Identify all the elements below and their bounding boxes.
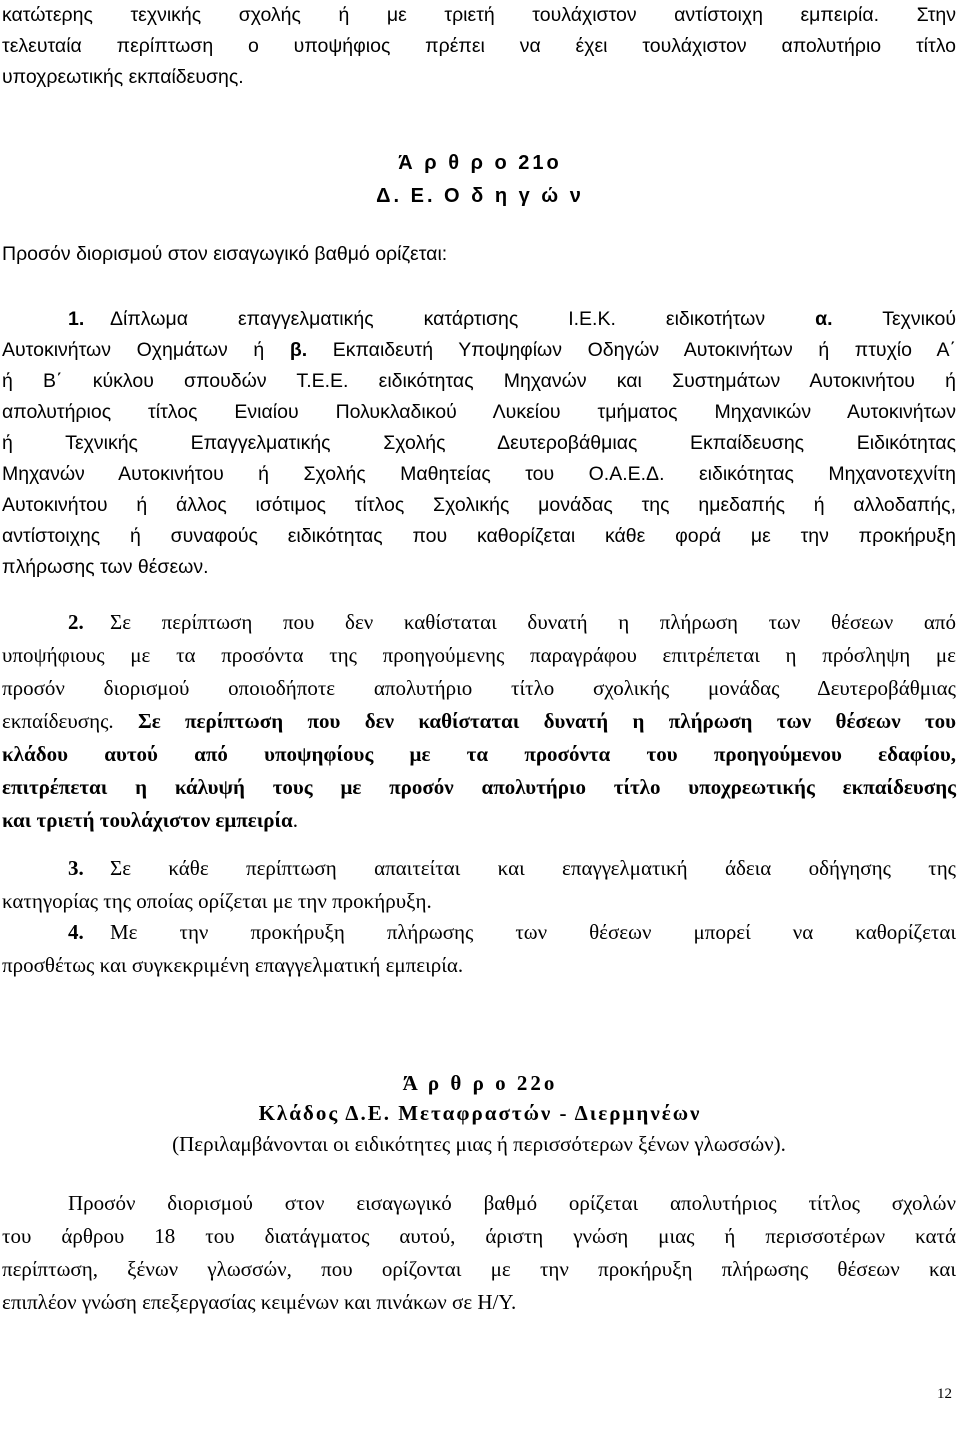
paragraph-2-line: [2, 805, 956, 835]
note-line: (Περιλαμβάνονται οι ειδικότητες μιας ή περισσότερων ξένων γλωσσών).: [172, 1132, 786, 1156]
article-22-line: περίπτωση, ξένων γλωσσών, που ορίζονται με την προκήρυξη πλήρωσης θέσεων και: [2, 1257, 956, 1281]
paragraph-1-line: απολυτήριος τίτλος Ενιαίου Πολυκλαδικού Λυκείου τμήματος Μηχανικών Αυτοκινήτων: [2, 401, 956, 423]
text-run: Σε κάθε περίπτωση απαιτείται και επαγγελματική άδεια οδήγησης της: [110, 856, 956, 880]
paragraph-2-line: κλάδου αυτού από υποψηφίους με τα προσόντα του προηγούμενου εδαφίου,: [2, 742, 956, 766]
text-run: και τριετή τουλάχιστον εμπειρία: [2, 808, 293, 832]
text-run: Τεχνικού: [832, 308, 956, 330]
article-21-heading: Ά ρ θ ρ ο 21ο: [398, 152, 562, 174]
article-22-subheading: Κλάδος Δ.Ε. Μεταφραστών - Διερμηνέων: [258, 1101, 702, 1125]
text-run: Δίπλωμα επαγγελματικής κατάρτισης Ι.Ε.Κ. ειδικοτήτων: [110, 308, 816, 330]
text-run: Με την προκήρυξη πλήρωσης των θέσεων μπορεί να καθορίζεται: [110, 920, 956, 944]
paragraph-number: 1.: [68, 308, 85, 330]
page-number: 12: [937, 1386, 952, 1402]
intro-line: τελευταία περίπτωση ο υποψήφιος πρέπει να έχει τουλάχιστον απολυτήριο τίτλο: [2, 35, 956, 57]
text-run: Αυτοκινήτων Οχημάτων ή: [2, 339, 290, 361]
text-run: Σε περίπτωση που δεν καθίσταται δυνατή η πλήρωση των θέσεων από: [110, 610, 956, 634]
paragraph-1-line: Μηχανών Αυτοκινήτου ή Σχολής Μαθητείας του Ο.Α.Ε.Δ. ειδικότητας Μηχανοτεχνίτη: [2, 463, 956, 485]
article-22-line: του άρθρου 18 του διατάγματος αυτού, άριστη γνώση μιας ή περισσοτέρων κατά: [2, 1224, 956, 1248]
text-run: Εκπαιδευτή Υποψηφίων Οδηγών Αυτοκινήτων ή πτυχίο Α΄: [307, 339, 957, 361]
paragraph-number: 3.: [68, 856, 84, 880]
paragraph-1-line: πλήρωσης των θέσεων.: [2, 556, 209, 578]
paragraph-2-line: [2, 706, 956, 736]
paragraph-3-line: [2, 853, 956, 883]
paragraph-4-line: προσθέτως και συγκεκριμένη επαγγελματική εμπειρία.: [2, 953, 464, 977]
paragraph-number: 2.: [68, 610, 84, 634]
paragraph-2-line: επιτρέπεται η κάλυψή τους με προσόν απολυτήριο τίτλο υποχρεωτικής εκπαίδευσης: [2, 775, 956, 799]
paragraph-2-line: προσόν διορισμού οποιοδήποτε απολυτήριο τίτλο σχολικής μονάδας Δευτεροβάθμιας: [2, 676, 956, 700]
text-run: .: [292, 808, 298, 832]
paragraph-1-line: [2, 335, 956, 365]
paragraph-number: 4.: [68, 920, 84, 944]
paragraph-1-line: Αυτοκινήτου ή άλλος ισότιμος τίτλος Σχολικής μονάδας της ημεδαπής ή αλλοδαπής,: [2, 494, 956, 516]
article-22-line: επιπλέον γνώση επεξεργασίας κειμένων και πινάκων σε Η/Υ.: [2, 1290, 517, 1314]
article-21-subheading: Δ. Ε. Ο δ η γ ώ ν: [376, 185, 584, 207]
lead-line: Προσόν διορισμού στον εισαγωγικό βαθμό ορίζεται:: [2, 243, 448, 265]
paragraph-1-line: ή Β΄ κύκλου σπουδών Τ.Ε.Ε. ειδικότητας Μηχανών και Συστημάτων Αυτοκινήτου ή: [2, 370, 956, 392]
intro-line: κατώτερης τεχνικής σχολής ή με τριετή τουλάχιστον αντίστοιχη εμπειρία. Στην: [2, 4, 956, 26]
paragraph-2-line: υποψήφιους με τα προσόντα της προηγούμενης παραγράφου επιτρέπεται η πρόσληψη με: [2, 643, 956, 667]
paragraph-4-line: [2, 917, 956, 947]
article-22-heading: Ά ρ θ ρ ο 22ο: [402, 1071, 558, 1095]
article-22-line: Προσόν διορισμού στον εισαγωγικό βαθμό ορίζεται απολυτήριος τίτλος σχολών: [68, 1191, 956, 1215]
paragraph-2-line: [2, 607, 956, 637]
paragraph-1-line: ή Τεχνικής Επαγγελματικής Σχολής Δευτεροβάθμιας Εκπαίδευσης Ειδικότητας: [2, 432, 956, 454]
text-run: α.: [815, 308, 833, 330]
text-run: εκπαίδευσης.: [2, 709, 138, 733]
intro-line: υποχρεωτικής εκπαίδευσης.: [2, 66, 244, 88]
paragraph-1-line: [2, 304, 956, 334]
text-run: β.: [289, 339, 308, 361]
paragraph-1-line: αντίστοιχης ή συναφούς ειδικότητας που καθορίζεται κάθε φορά με την προκήρυξη: [2, 525, 956, 547]
paragraph-3-line: κατηγορίας της οποίας ορίζεται με την προκήρυξη.: [2, 889, 432, 913]
text-run: Σε περίπτωση που δεν καθίσταται δυνατή η πλήρωση των θέσεων του: [137, 709, 956, 733]
